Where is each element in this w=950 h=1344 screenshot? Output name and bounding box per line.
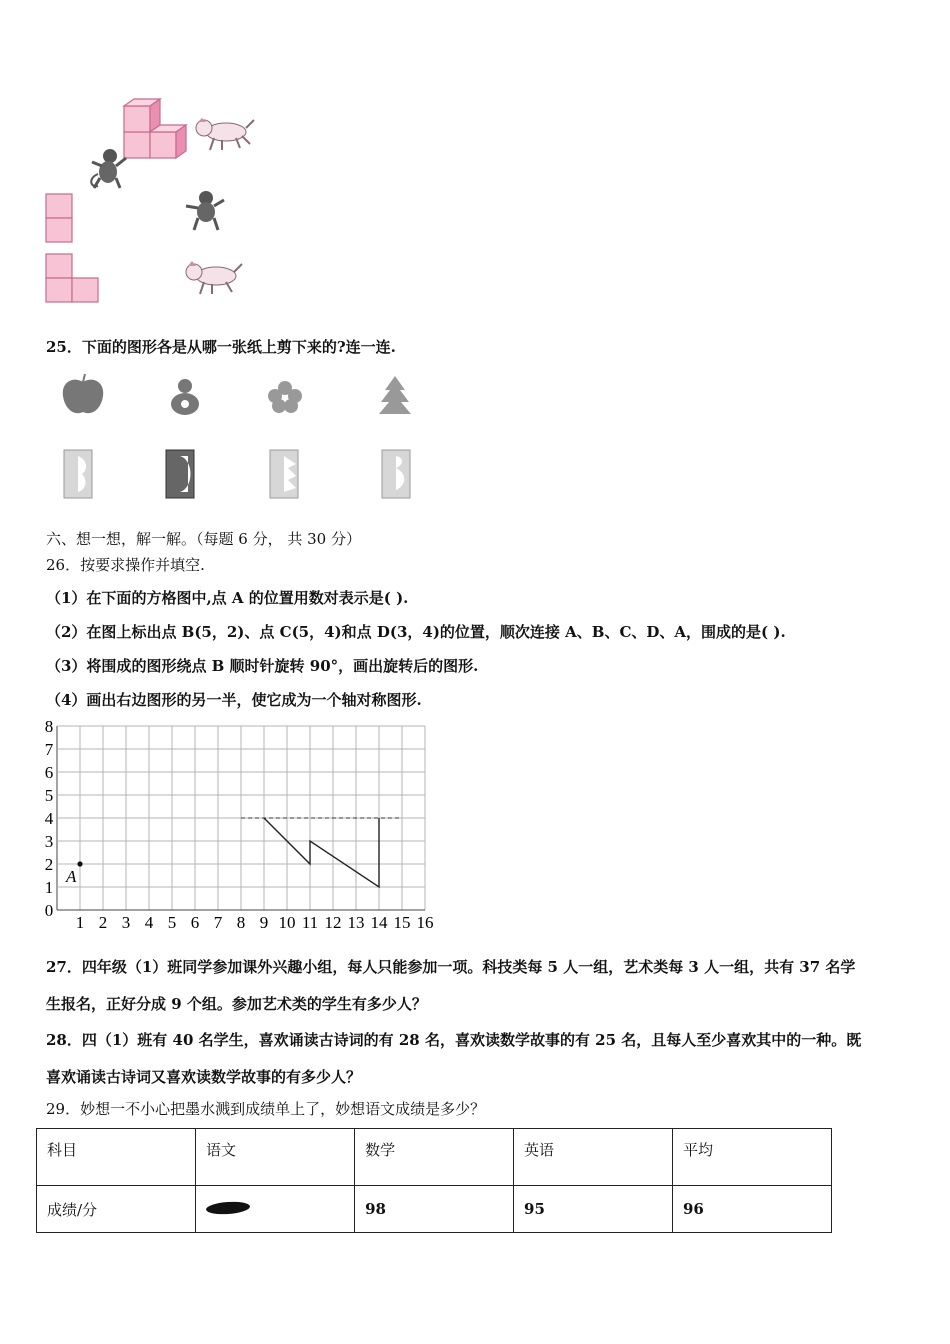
q29-text: 29．妙想一不小心把墨水溅到成绩单上了，妙想语文成绩是多少？ — [46, 1100, 486, 1118]
x-tick-labels — [76, 913, 434, 932]
y-tick-label: 7 — [44, 740, 54, 759]
header-subject: 科目 — [37, 1129, 196, 1186]
x-tick-label: 14 — [370, 913, 388, 932]
coordinate-grid — [36, 714, 456, 936]
y-tick-label: 4 — [44, 809, 54, 828]
q24-figure — [40, 92, 270, 312]
flower-shape-icon — [268, 381, 302, 413]
y-tick-labels — [45, 717, 54, 920]
y-tick-label: 1 — [44, 878, 54, 897]
x-tick-label: 13 — [347, 913, 365, 932]
table-row — [37, 1129, 832, 1186]
point-a-label: A — [66, 867, 77, 886]
y-tick-label: 8 — [44, 717, 54, 736]
x-tick-label: 16 — [416, 913, 434, 932]
header-english: 英语 — [514, 1129, 673, 1186]
apple-shape-icon — [63, 374, 103, 413]
q25-paper-cards — [58, 446, 418, 502]
header-chinese: 语文 — [195, 1129, 354, 1186]
header-average: 平均 — [673, 1129, 832, 1186]
math-score: 98 — [355, 1186, 514, 1233]
monkey-icon — [91, 149, 126, 188]
half-shape — [264, 818, 379, 887]
ink-blot-icon — [206, 1200, 251, 1215]
q27-line1: 27．四年级（1）班同学参加课外兴趣小组，每人只能参加一项。科技类每 5 人一组，艺术类每 3 人一组，共有 37 名学 — [46, 958, 856, 976]
x-tick-label: 10 — [278, 913, 296, 932]
y-tick-label: 0 — [44, 901, 54, 920]
point-a — [77, 861, 82, 866]
q28-line2: 喜欢诵读古诗词又喜欢读数学故事的有多少人？ — [46, 1068, 362, 1086]
q26-part-1: （1）在下面的方格图中,点 A 的位置用数对表示是( ). — [46, 589, 409, 607]
block-figure-3d — [124, 99, 186, 158]
monkey-icon — [186, 191, 224, 230]
q26-part-4: （4）画出右边图形的另一半，使它成为一个轴对称图形. — [46, 691, 422, 709]
x-tick-label: 7 — [213, 913, 223, 932]
x-tick-label: 8 — [236, 913, 246, 932]
x-tick-label: 4 — [144, 913, 154, 932]
chinese-score-cell — [195, 1186, 354, 1233]
x-tick-label: 11 — [301, 913, 319, 932]
y-tick-label: 3 — [44, 832, 54, 851]
x-tick-label: 2 — [98, 913, 108, 932]
q26-part-3: （3）将围成的图形绕点 B 顺时针旋转 90°，画出旋转后的图形. — [46, 657, 479, 675]
x-tick-label: 15 — [393, 913, 411, 932]
x-tick-label: 3 — [121, 913, 131, 932]
tree-shape-icon — [379, 376, 411, 414]
header-math: 数学 — [355, 1129, 514, 1186]
x-tick-label: 5 — [167, 913, 177, 932]
paper-card-1 — [64, 450, 92, 498]
x-tick-label: 9 — [259, 913, 269, 932]
view-two-stacked — [46, 194, 72, 242]
dog-icon — [186, 261, 242, 294]
paper-card-3 — [270, 450, 298, 498]
y-tick-label: 5 — [44, 786, 54, 805]
y-tick-label: 2 — [44, 855, 54, 874]
score-table — [36, 1128, 832, 1233]
paper-card-4 — [382, 450, 410, 498]
x-tick-label: 6 — [190, 913, 200, 932]
q25-cut-shapes — [55, 372, 435, 422]
q26-title: 26．按要求操作并填空. — [46, 556, 205, 574]
section-heading: 六、想一想，解一解。（每题 6 分， 共 30 分） — [46, 530, 361, 548]
x-tick-label: 12 — [324, 913, 342, 932]
x-tick-label: 1 — [75, 913, 85, 932]
table-row — [37, 1186, 832, 1233]
gourd-shape-icon — [171, 379, 199, 415]
row-label: 成绩/分 — [37, 1186, 196, 1233]
y-tick-label: 6 — [44, 763, 54, 782]
q27-line2: 生报名，正好分成 9 个组。参加艺术类的学生有多少人？ — [46, 995, 427, 1013]
paper-card-2 — [166, 450, 194, 498]
view-l-shape — [46, 254, 98, 302]
q26-part-2: （2）在图上标出点 B(5，2)、点 C(5，4)和点 D(3，4)的位置，顺次连接 A、B、C、D、A，围成的是( ). — [46, 623, 786, 641]
dog-icon — [196, 118, 254, 150]
q28-line1: 28．四（1）班有 40 名学生，喜欢诵读古诗词的有 28 名，喜欢读数学故事的有 25 名，且每人至少喜欢其中的一种。既 — [46, 1031, 862, 1049]
english-score: 95 — [514, 1186, 673, 1233]
q25-text: 25．下面的图形各是从哪一张纸上剪下来的?连一连. — [46, 338, 396, 356]
average-score: 96 — [673, 1186, 832, 1233]
